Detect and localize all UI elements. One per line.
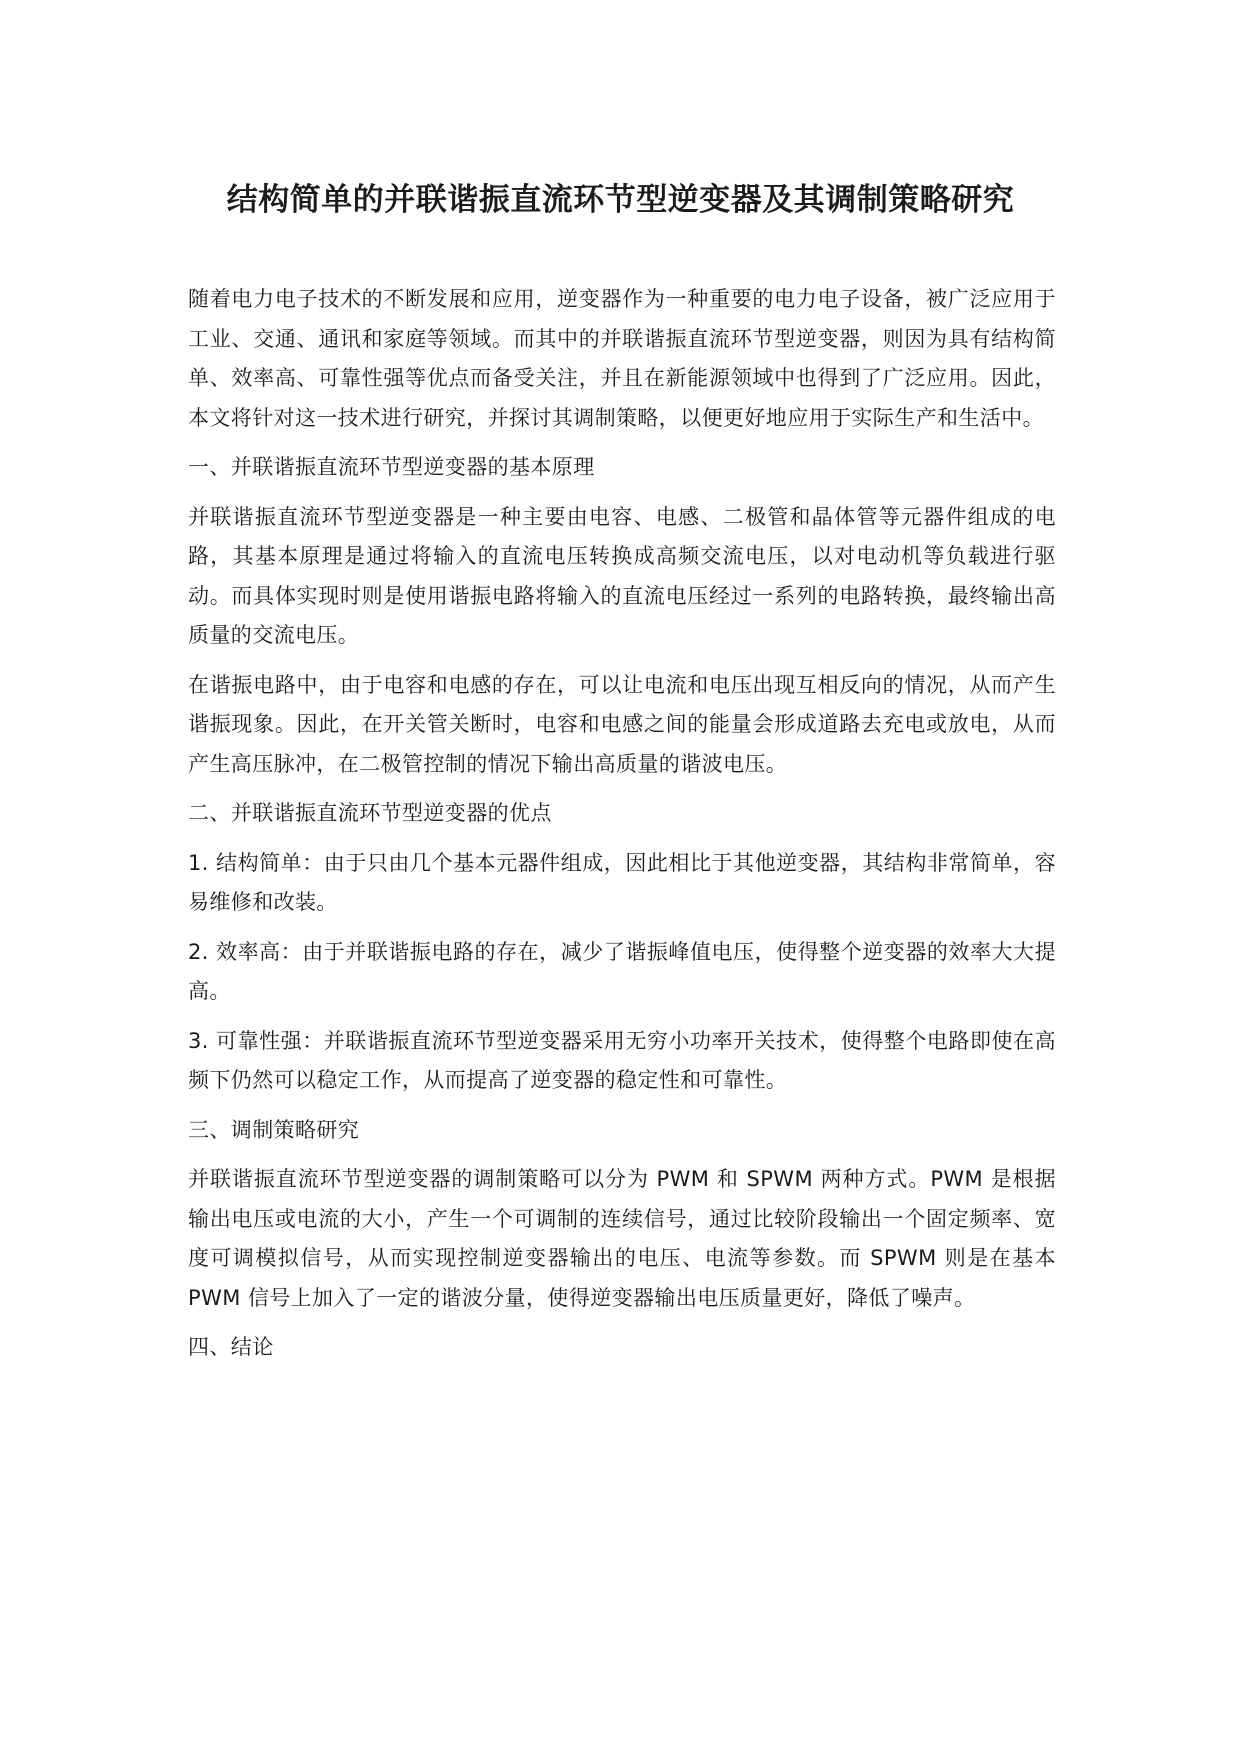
document-body xyxy=(188,280,1056,1378)
advantage-item-1: 1. 结构简单：由于只由几个基本元器件组成，因此相比于其他逆变器，其结构非常简单，容易维修和改装。 xyxy=(188,850,1056,914)
section-heading-2: 二、并联谐振直流环节型逆变器的优点 xyxy=(188,801,552,825)
section-heading-3: 三、调制策略研究 xyxy=(188,1117,360,1142)
section1-paragraph-2: 在谐振电路中，由于电容和电感的存在，可以让电流和电压出现互相反向的情况，从而产生谐振现象。因此，在开关管关断时，电容和电感之间的能量会形成道路去充电或放电，从而产生高压脉冲，在二极管控制的情况下输出高质量的谐波电压。 xyxy=(188,672,1056,776)
document-title: 结构简单的并联谐振直流环节型逆变器及其调制策略研究 xyxy=(226,182,1015,218)
advantage-item-3: 3. 可靠性强：并联谐振直流环节型逆变器采用无穷小功率开关技术，使得整个电路即使在高频下仍然可以稳定工作，从而提高了逆变器的稳定性和可靠性。 xyxy=(188,1028,1056,1092)
intro-paragraph: 随着电力电子技术的不断发展和应用，逆变器作为一种重要的电力电子设备，被广泛应用于工业、交通、通讯和家庭等领域。而其中的并联谐振直流环节型逆变器，则因为具有结构简单、效率高、可靠性强等优点而备受关注，并且在新能源领域中也得到了广泛应用。因此，本文将针对这一技术进行研究，并探讨其调制策略，以便更好地应用于实际生产和生活中。 xyxy=(188,287,1056,430)
section-heading-1: 一、并联谐振直流环节型逆变器的基本原理 xyxy=(188,455,595,479)
section3-paragraph-1: 并联谐振直流环节型逆变器的调制策略可以分为 PWM 和 SPWM 两种方式。PWM 是根据输出电压或电流的大小，产生一个可调制的连续信号，通过比较阶段输出一个固定频率、宽度可调模拟信号，从而实现控制逆变器输出的电压、电流等参数。而 SPWM 则是在基本 PWM 信号上加入了一定的谐波分量，使得逆变器输出电压质量更好，降低了噪声。 xyxy=(188,1167,1056,1310)
section-heading-4: 四、结论 xyxy=(188,1335,274,1359)
advantage-item-2: 2. 效率高：由于并联谐振电路的存在，减少了谐振峰值电压，使得整个逆变器的效率大大提高。 xyxy=(188,939,1056,1003)
section1-paragraph-1: 并联谐振直流环节型逆变器是一种主要由电容、电感、二极管和晶体管等元器件组成的电路，其基本原理是通过将输入的直流电压转换成高频交流电压，以对电动机等负载进行驱动。而具体实现时则是使用谐振电路将输入的直流电压经过一系列的电路转换，最终输出高质量的交流电压。 xyxy=(188,504,1056,647)
